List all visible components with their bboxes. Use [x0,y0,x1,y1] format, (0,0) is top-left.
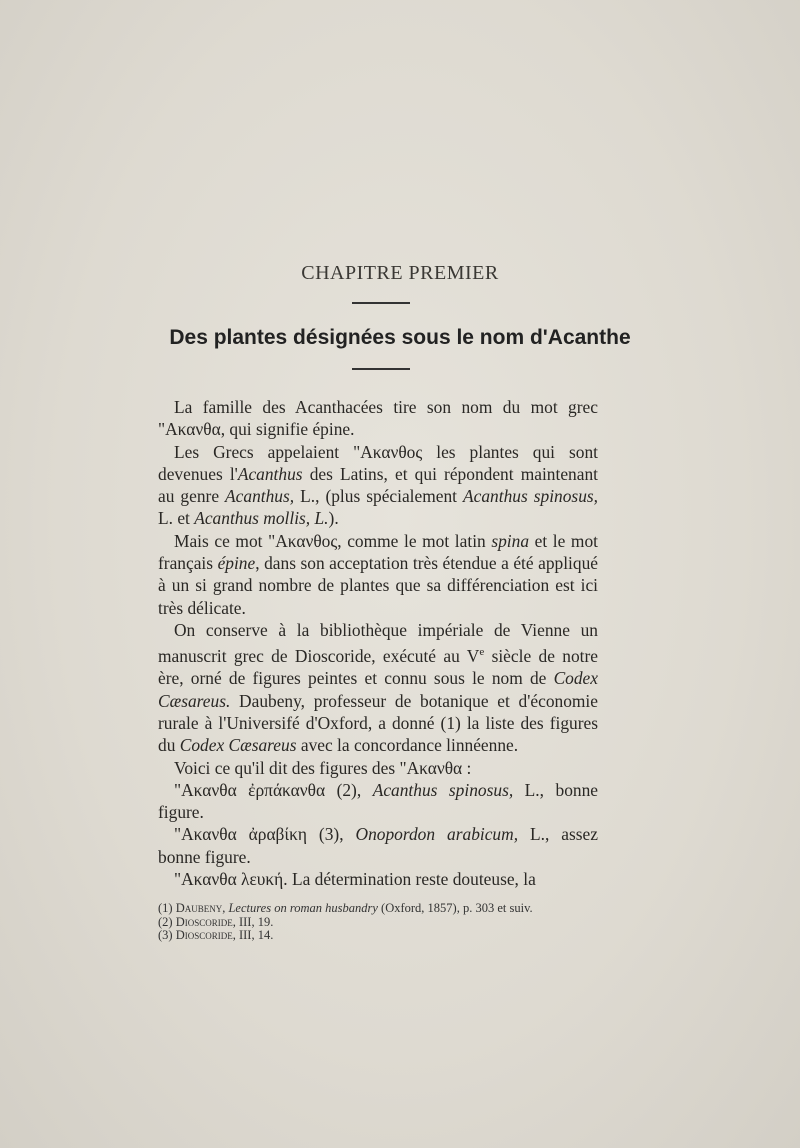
text-span: L., bonne figure. [158,779,598,823]
greek-term: "Ακανθα [399,757,463,778]
italic-term: Acanthus spinosus, [372,779,514,800]
text-span: La détermination reste douteuse, la [287,869,536,890]
text-span: On conserve à la bibliothèque impériale de Vienne un manuscrit grec de Dioscoride, exécuté au V [158,619,598,667]
text-span: avec la concordance linnéenne. [296,735,519,756]
text-span: L., (plus spécialement [294,486,464,507]
paragraph-4 [158,619,598,757]
paragraph-8 [158,868,598,890]
footnote-number: (2) [158,914,176,929]
footnote-1 [158,902,608,916]
greek-term: "Ακανθος [268,530,338,551]
italic-term: Acanthus spinosus, [463,486,599,507]
italic-term: Codex Cæsareus. [158,668,598,711]
footnote-author: Daubeny, [175,901,226,915]
paragraph-5 [158,757,598,779]
italic-term: Acanthus mollis, L. [194,508,329,529]
body-text [158,396,598,890]
text-span: Daubeny, professeur de botanique et d'économie rurale à l'Universifé d'Oxford, a donné (1) la liste des figures du [158,690,598,756]
footnotes [158,902,608,943]
greek-term: "Ακανθα [158,419,221,440]
text-span: (2), [325,779,373,800]
footnote-3 [158,929,608,943]
footnote-title: Lectures on roman husbandry [225,901,378,915]
italic-term: Codex Cæsareus [179,735,297,756]
greek-term: "Ακανθα ἀραβίκη [174,824,307,845]
footnote-author: Dioscoride, [175,928,236,942]
greek-term: "Ακανθα ἐρπάκανθα [174,779,326,800]
footnote-number: (1) [158,901,176,915]
footnote-author: Dioscoride, [175,914,236,929]
paragraph-1 [158,396,598,441]
paragraph-6 [158,779,598,824]
text-span: siècle de notre ère, orné de figures peintes et connu sous le nom de [158,646,598,689]
italic-term: Acanthus, [225,486,295,507]
text-span: des Latins, et qui répondent maintenant au genre [158,463,598,507]
text-span: ). [328,508,339,529]
text-span: , dans son acceptation très étendue a été appliqué à un si grand nombre de plantes que sa différenciation est ici très délicate. [158,553,598,618]
text-span: les plantes qui sont devenues l' [158,441,598,484]
text-span: Les Grecs appelaient [174,441,354,462]
italic-term: épine [217,553,256,574]
italic-term: Onopordon arabicum, [355,824,519,845]
text-span: L., assez bonne figure. [158,824,598,867]
top-rule [352,302,410,304]
footnote-text: (Oxford, 1857), p. 303 et suiv. [377,901,533,915]
footnote-text: III, 19. [235,914,274,929]
italic-term: Acanthus [237,463,303,484]
paragraph-3 [158,530,598,619]
superscript: e [479,646,485,659]
chapter-heading: CHAPITRE PREMIER [301,262,499,284]
text-span: Voici ce qu'il dit des figures des [174,757,400,778]
footnote-2 [158,916,608,930]
text-span: La famille des Acanthacées tire son nom du mot grec [174,397,598,417]
text-span: : [462,757,472,778]
paragraph-7 [158,823,598,868]
greek-term: "Ακανθα λευκή. [174,869,288,890]
bottom-rule [352,368,410,370]
greek-term: "Ακανθος [353,441,423,462]
paragraph-2 [158,441,598,530]
text-span: (3), [306,824,356,845]
italic-term: spina [491,530,530,551]
text-span: , comme le mot latin [337,530,492,551]
page-title: Des plantes désignées sous le nom d'Acanthe [169,326,631,349]
text-span: L. et [158,508,195,529]
text-span: et le mot français [158,530,598,574]
footnote-text: III, 14. [235,928,274,942]
footnote-number: (3) [158,928,176,942]
text-span: , qui signifie épine. [220,419,355,440]
text-span: Mais ce mot [174,530,269,551]
